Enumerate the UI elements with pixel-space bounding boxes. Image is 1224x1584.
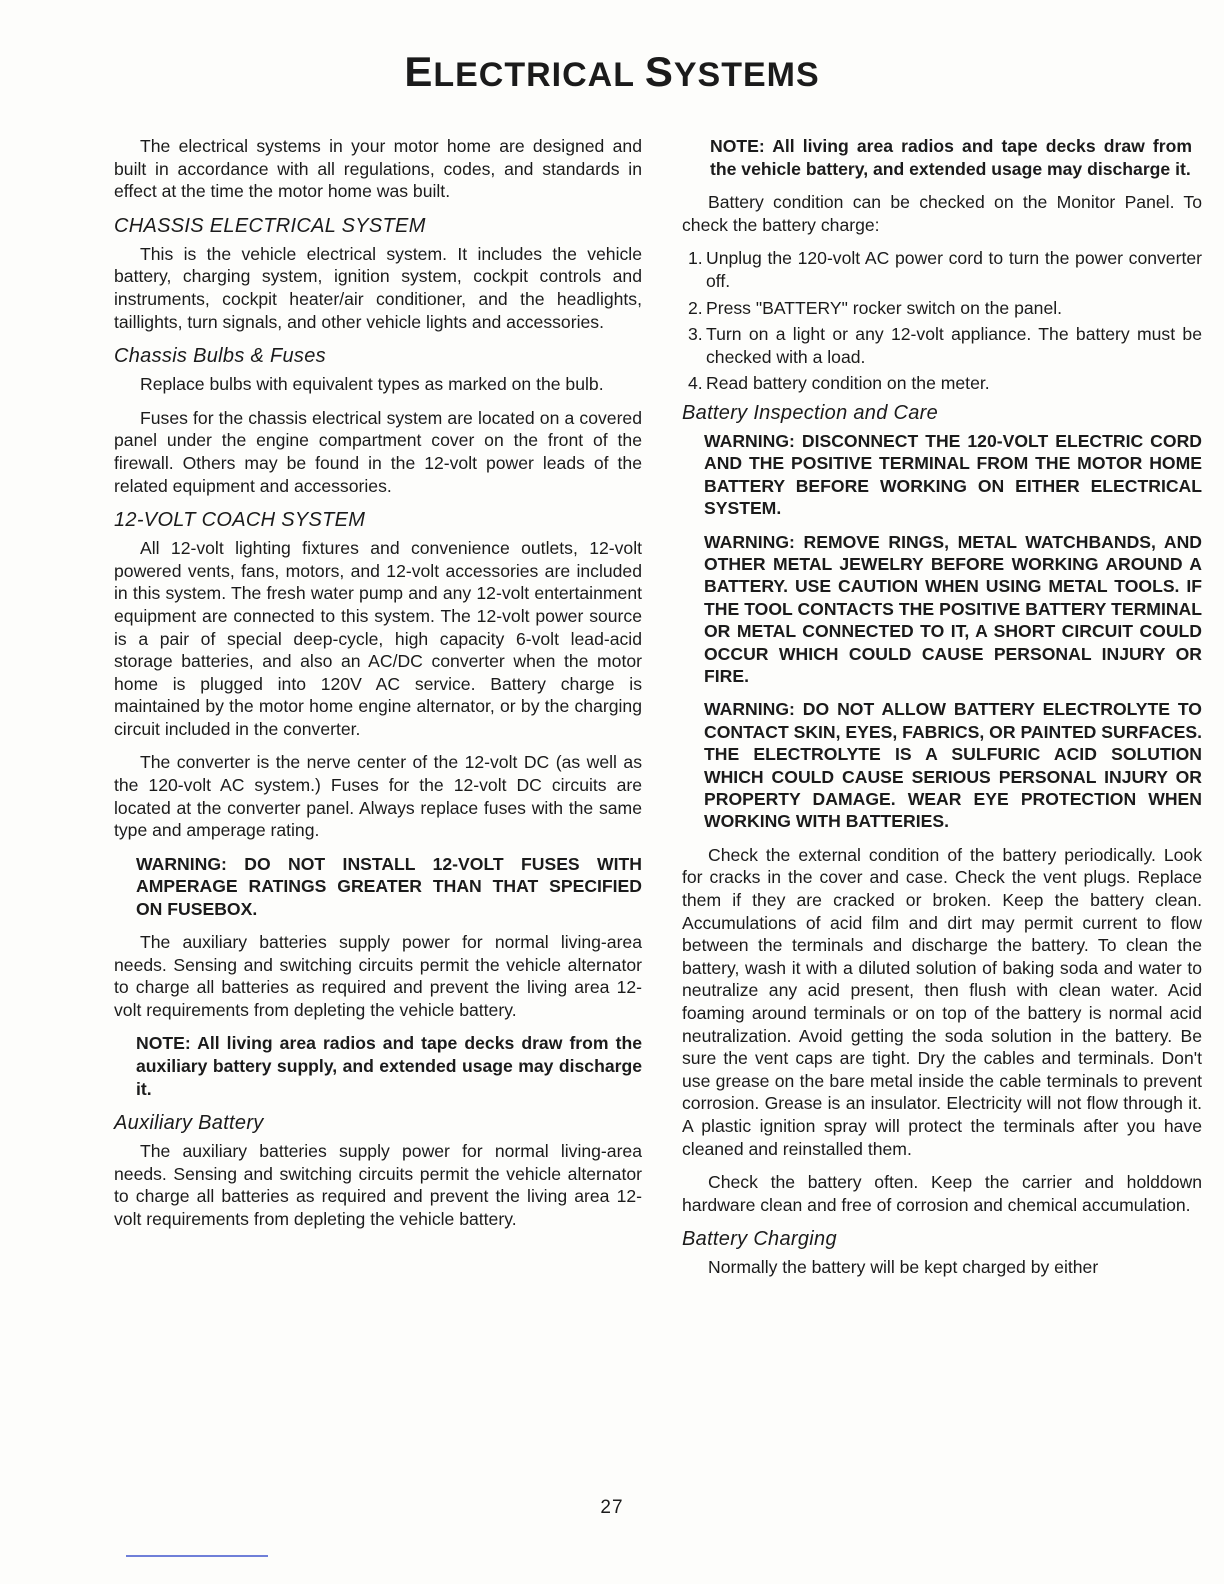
auxiliary-note: NOTE: All living area radios and tape decks draw from the auxiliary battery supply, and extended usage may discharge it.: [136, 1033, 642, 1099]
page-title: ELECTRICAL SYSTEMS: [404, 48, 820, 95]
list-item: 1. Unplug the 120-volt AC power cord to turn the power converter off.: [688, 248, 1202, 291]
monitor-panel-paragraph: Battery condition can be checked on the Monitor Panel. To check the battery charge:: [682, 192, 1202, 235]
battery-inspection-heading: Battery Inspection and Care: [682, 401, 939, 424]
auxiliary-battery-paragraph: The auxiliary batteries supply power for normal living-area needs. Sensing and switching circuits permit the vehicle alternator to charge all batteries as required and prevent the living area 12-volt requirements from depleting the vehicle battery.: [114, 1141, 642, 1229]
chassis-bulbs-heading: Chassis Bulbs & Fuses: [114, 345, 326, 368]
battery-charging-heading: Battery Charging: [682, 1228, 837, 1251]
holddown-paragraph: Check the battery often. Keep the carrier and holddown hardware clean and free of corrosion and chemical accumulation.: [682, 1172, 1202, 1215]
chassis-electrical-paragraph: This is the vehicle electrical system. It includes the vehicle battery, charging system, ignition system, cockpit controls and instruments, cockpit heater/air conditioner, and the headlights, taillights, turn signals, and other vehicle lights and accessories.: [114, 243, 642, 332]
footer-rule: [126, 1555, 268, 1557]
jewelry-warning: WARNING: REMOVE RINGS, METAL WATCHBANDS, AND OTHER METAL JEWELRY BEFORE WORKING AROUND A BATTERY. USE CAUTION WHEN USING METAL TOOLS. IF THE TOOL CONTACTS THE POSITIVE BATTERY TERMINAL OR METAL CONNECTED TO IT, A SHORT CIRCUIT COULD OCCUR WHICH COULD CAUSE PERSONAL INJURY OR FIRE.: [704, 531, 1202, 686]
page-number: 27: [600, 1497, 624, 1518]
fuses-paragraph: Fuses for the chassis electrical system are located on a covered panel under the engine compartment cover on the front of the firewall. Others may be found in the 12-volt power leads of the related equipment and accessories.: [114, 407, 642, 496]
inspection-paragraph: Check the external condition of the battery periodically. Look for cracks in the cover and case. Check the vent plugs. Replace them if they are cracked or broken. Keep the battery clean. Accumulations of acid film and dirt may permit current to flow between the terminals and discharge the battery. To clean the battery, wash it with a diluted solution of baking soda and water to neutralize any acid present, then flush with clean water. Acid foaming around terminals or on top of the battery is normal acid neutralization. Avoid getting the soda solution in the battery. Be sure the vent caps are tight. Dry the cables and terminals. Don't use grease on the bare metal inside the cable terminals to prevent corrosion. Grease is an insulator. Electricity will not flow through it. A plastic ignition spray will protect the terminals after you have cleaned and reinstalled them.: [682, 844, 1202, 1159]
list-item: 4. Read battery condition on the meter.: [688, 373, 990, 394]
auxiliary-paragraph: The auxiliary batteries supply power for normal living-area needs. Sensing and switching circuits permit the vehicle alternator to charge all batteries as required and prevent the living area 12-volt requirements from depleting the vehicle battery.: [114, 932, 642, 1020]
bulbs-paragraph: Replace bulbs with equivalent types as marked on the bulb.: [140, 374, 604, 395]
left-column: [114, 135, 642, 1242]
coach-system-paragraph: All 12-volt lighting fixtures and convenience outlets, 12-volt powered vents, fans, motors, and 12-volt accessories are included in this system. The fresh water pump and any 12-volt entertainment equipment are connected to this system. The 12-volt power source is a pair of special deep-cycle, high capacity 6-volt lead-acid storage batteries, and also an AC/DC converter when the motor home is plugged into 120V AC service. Battery charge is maintained by the motor home engine alternator, or by the charging circuit included in the converter.: [114, 538, 642, 739]
battery-check-steps: [682, 247, 1202, 395]
converter-paragraph: The converter is the nerve center of the 12-volt DC (as well as the 120-volt AC system.) Fuses for the 12-volt DC circuits are located at the converter panel. Always replace fuses with the same type and amperage rating.: [114, 752, 642, 841]
auxiliary-battery-heading: Auxiliary Battery: [114, 1112, 264, 1135]
right-column: [682, 135, 1202, 1290]
charging-paragraph: Normally the battery will be kept charged by either: [708, 1257, 1099, 1278]
list-item: 3. Turn on a light or any 12-volt appliance. The battery must be checked with a load.: [688, 324, 1202, 367]
intro-paragraph: The electrical systems in your motor home are designed and built in accordance with all regulations, codes, and standards in effect at the time the motor home was built.: [114, 136, 642, 202]
electrolyte-warning: WARNING: DO NOT ALLOW BATTERY ELECTROLYTE TO CONTACT SKIN, EYES, FABRICS, OR PAINTED SURFACES. THE ELECTROLYTE IS A SULFURIC ACID SOLUTION WHICH COULD CAUSE SERIOUS PERSONAL INJURY OR PROPERTY DAMAGE. WEAR EYE PROTECTION WHEN WORKING WITH BATTERIES.: [704, 699, 1202, 832]
coach-system-heading: 12-VOLT COACH SYSTEM: [114, 509, 366, 532]
list-item: 2. Press "BATTERY" rocker switch on the panel.: [688, 297, 1063, 318]
fuse-warning: WARNING: DO NOT INSTALL 12-VOLT FUSES WITH AMPERAGE RATINGS GREATER THAN THAT SPECIFIED ON FUSEBOX.: [136, 853, 642, 919]
disconnect-warning: WARNING: DISCONNECT THE 120-VOLT ELECTRIC CORD AND THE POSITIVE TERMINAL FROM THE MOTOR HOME BATTERY BEFORE WORKING ON EITHER ELECTRICAL SYSTEM.: [704, 430, 1202, 519]
chassis-electrical-heading: CHASSIS ELECTRICAL SYSTEM: [114, 214, 426, 237]
vehicle-battery-note: NOTE: All living area radios and tape decks draw from the vehicle battery, and extended usage may discharge it.: [710, 136, 1192, 179]
